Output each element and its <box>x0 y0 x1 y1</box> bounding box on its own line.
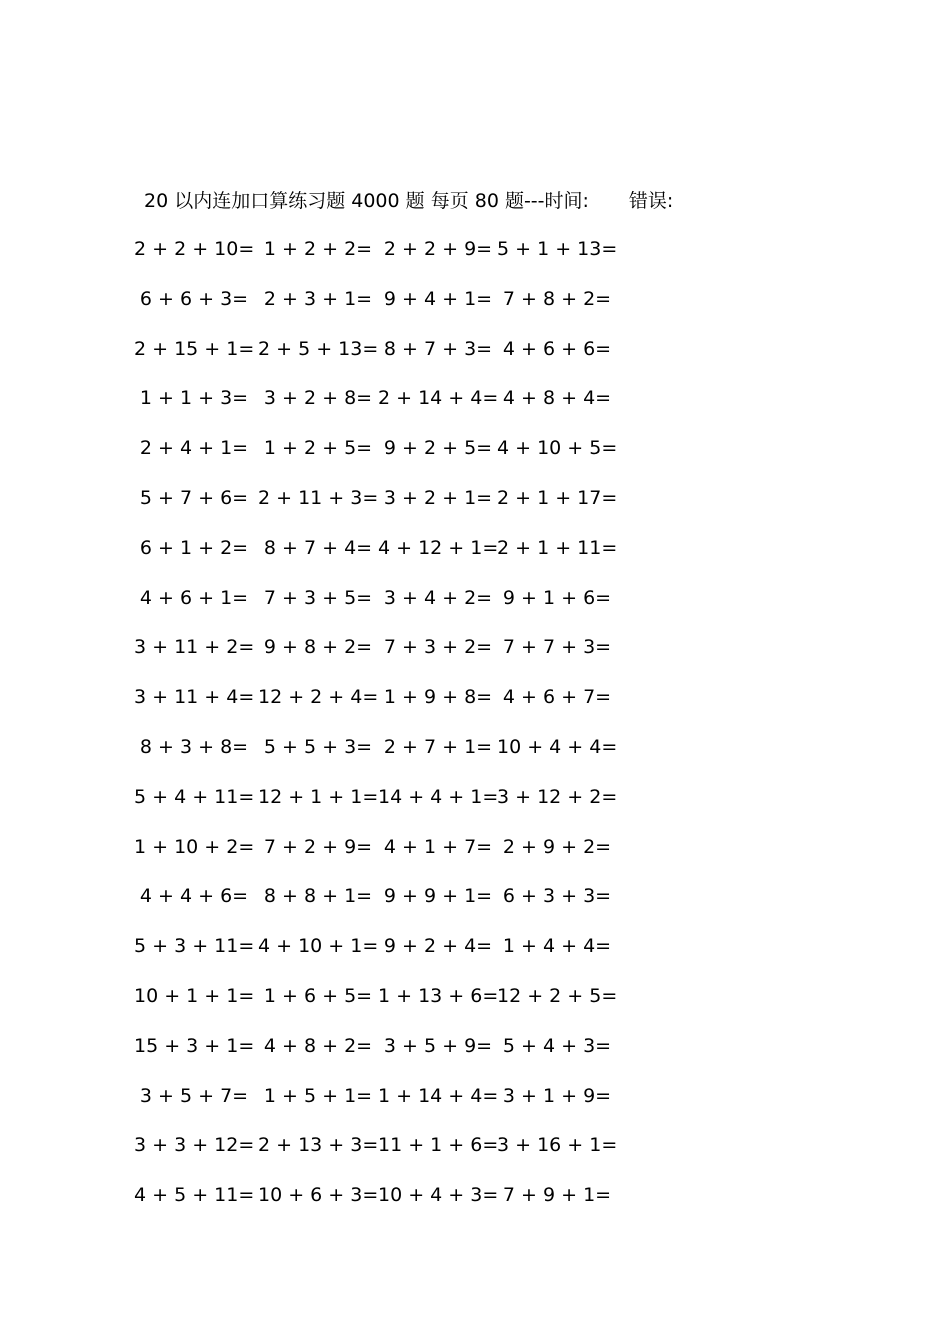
problem-item: 3 + 3 + 12= <box>134 1134 255 1157</box>
worksheet-title: 20 以内连加口算练习题 4000 题 每页 80 题---时间: <box>144 190 589 212</box>
problem-item: 5 + 4 + 11= <box>134 785 255 808</box>
problem-item: 6 + 3 + 3= <box>502 885 612 908</box>
problem-item: 7 + 7 + 3= <box>502 636 612 659</box>
problem-item: 1 + 10 + 2= <box>134 835 255 858</box>
problem-item: 9 + 1 + 6= <box>502 586 612 609</box>
problem-item: 3 + 1 + 9= <box>502 1084 612 1107</box>
problem-item: 4 + 8 + 4= <box>502 387 612 410</box>
problem-item: 10 + 4 + 4= <box>497 735 618 758</box>
problem-item: 9 + 2 + 5= <box>383 437 493 460</box>
problem-item: 3 + 11 + 4= <box>134 686 255 709</box>
problem-item: 6 + 6 + 3= <box>139 287 249 310</box>
problem-item: 4 + 6 + 1= <box>139 586 249 609</box>
problem-item: 3 + 4 + 2= <box>383 586 493 609</box>
problem-item: 10 + 1 + 1= <box>134 984 255 1007</box>
problem-item: 5 + 7 + 6= <box>139 486 249 509</box>
problem-item: 2 + 13 + 3= <box>258 1134 379 1157</box>
problem-item: 2 + 1 + 11= <box>497 536 618 559</box>
problem-item: 7 + 2 + 9= <box>263 835 373 858</box>
problem-item: 3 + 5 + 9= <box>383 1034 493 1057</box>
problem-item: 4 + 6 + 6= <box>502 337 612 360</box>
problem-item: 1 + 4 + 4= <box>502 935 612 958</box>
problem-item: 14 + 4 + 1= <box>378 785 499 808</box>
problem-item: 4 + 10 + 5= <box>497 437 618 460</box>
problem-item: 8 + 7 + 3= <box>383 337 493 360</box>
problem-item: 2 + 2 + 10= <box>134 238 255 260</box>
problem-item: 7 + 8 + 2= <box>502 287 612 310</box>
problem-item: 7 + 3 + 5= <box>263 586 373 609</box>
problem-item: 1 + 5 + 1= <box>263 1084 373 1107</box>
problem-item: 3 + 16 + 1= <box>497 1134 618 1157</box>
problem-item: 2 + 14 + 4= <box>378 387 499 410</box>
problem-item: 9 + 2 + 4= <box>383 935 493 958</box>
problem-item: 15 + 3 + 1= <box>134 1034 255 1057</box>
problem-item: 3 + 12 + 2= <box>497 785 618 808</box>
problem-item: 2 + 9 + 2= <box>502 835 612 858</box>
problem-item: 1 + 13 + 6= <box>378 984 499 1007</box>
problem-item: 1 + 2 + 2= <box>263 238 373 260</box>
problem-item: 7 + 3 + 2= <box>383 636 493 659</box>
problem-item: 5 + 1 + 13= <box>497 238 618 260</box>
problem-item: 9 + 9 + 1= <box>383 885 493 908</box>
errors-label: 错误: <box>628 190 674 212</box>
problem-item: 3 + 2 + 1= <box>383 486 493 509</box>
problem-item: 2 + 11 + 3= <box>258 486 379 509</box>
problem-item: 2 + 1 + 17= <box>497 486 618 509</box>
problem-item: 3 + 11 + 2= <box>134 636 255 659</box>
problem-item: 4 + 5 + 11= <box>134 1184 255 1207</box>
worksheet-header <box>144 186 673 216</box>
problem-item: 1 + 1 + 3= <box>139 387 249 410</box>
problem-item: 8 + 3 + 8= <box>139 735 249 758</box>
problem-item: 2 + 2 + 9= <box>383 238 493 260</box>
problem-item: 2 + 15 + 1= <box>134 337 255 360</box>
problem-item: 5 + 5 + 3= <box>263 735 373 758</box>
problem-item: 4 + 4 + 6= <box>139 885 249 908</box>
problem-item: 6 + 1 + 2= <box>139 536 249 559</box>
problem-item: 1 + 14 + 4= <box>378 1084 499 1107</box>
problem-item: 3 + 2 + 8= <box>263 387 373 410</box>
problem-item: 2 + 4 + 1= <box>139 437 249 460</box>
problem-item: 4 + 10 + 1= <box>258 935 379 958</box>
problem-item: 9 + 4 + 1= <box>383 287 493 310</box>
problem-item: 1 + 2 + 5= <box>263 437 373 460</box>
problem-item: 2 + 3 + 1= <box>263 287 373 310</box>
problem-item: 2 + 7 + 1= <box>383 735 493 758</box>
problem-item: 12 + 1 + 1= <box>258 785 379 808</box>
problem-item: 8 + 7 + 4= <box>263 536 373 559</box>
problem-item: 5 + 4 + 3= <box>502 1034 612 1057</box>
problem-item: 4 + 1 + 7= <box>383 835 493 858</box>
problem-item: 8 + 8 + 1= <box>263 885 373 908</box>
problem-item: 12 + 2 + 4= <box>258 686 379 709</box>
problem-item: 4 + 12 + 1= <box>378 536 499 559</box>
problem-item: 12 + 2 + 5= <box>497 984 618 1007</box>
problem-item: 9 + 8 + 2= <box>263 636 373 659</box>
problem-item: 4 + 8 + 2= <box>263 1034 373 1057</box>
problem-item: 10 + 4 + 3= <box>378 1184 499 1207</box>
problem-item: 11 + 1 + 6= <box>378 1134 499 1157</box>
problem-item: 7 + 9 + 1= <box>502 1184 612 1207</box>
problem-item: 4 + 6 + 7= <box>502 686 612 709</box>
problem-item: 5 + 3 + 11= <box>134 935 255 958</box>
problem-item: 1 + 9 + 8= <box>383 686 493 709</box>
problem-item: 2 + 5 + 13= <box>258 337 379 360</box>
problem-item: 1 + 6 + 5= <box>263 984 373 1007</box>
problem-item: 3 + 5 + 7= <box>139 1084 249 1107</box>
problem-item: 10 + 6 + 3= <box>258 1184 379 1207</box>
